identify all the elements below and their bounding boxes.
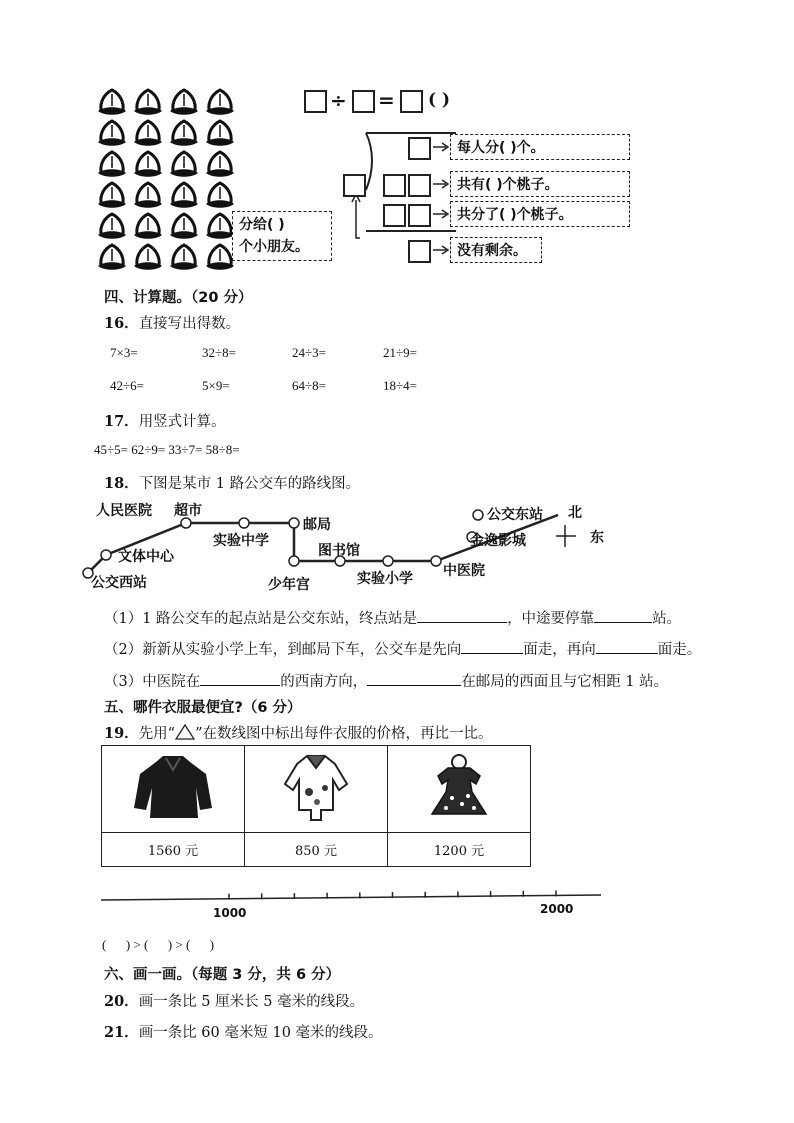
price-coat: 850 元 <box>245 833 388 867</box>
stop-gongjiao-dong: 公交东站 <box>487 507 543 523</box>
peach-icon <box>134 183 162 208</box>
stop-shaonian: 少年宫 <box>268 577 310 593</box>
q18-3-text-b: 的西南方向， <box>280 674 368 690</box>
q17-items: 45÷5= 62÷9= 33÷7= 58÷8= <box>94 442 240 457</box>
divisor-box[interactable] <box>343 174 366 197</box>
q18 <box>104 472 360 493</box>
q18-3-text-c: 在邮局的西面且与它相距 1 站。 <box>461 674 669 690</box>
coat-icon <box>281 750 351 824</box>
section5-title: 五、哪件衣服最便宜?（6 分） <box>104 700 302 716</box>
section4-title: 四、计算题。（20 分） <box>104 290 253 306</box>
calc-2-2: 5×9= <box>202 378 230 393</box>
equals-sign: = <box>378 88 395 112</box>
q20-number: 20． <box>104 993 139 1010</box>
jacket-icon <box>128 752 218 822</box>
stop-gongjiao-xi: 公交西站 <box>91 575 147 591</box>
stop-renmin: 人民医院 <box>96 503 152 519</box>
q18-3-blank-1[interactable] <box>200 671 280 686</box>
stop-tushuguan: 图书馆 <box>318 543 360 559</box>
q19 <box>104 722 493 743</box>
clothes-table <box>101 745 531 867</box>
q18-1-blank-end[interactable] <box>417 608 507 623</box>
dividend-box-ones[interactable] <box>408 174 431 197</box>
q18-1-text-a: （1）1 路公交车的起点站是公交东站，终点站是 <box>104 611 418 627</box>
dress-icon <box>424 750 494 824</box>
peach-icon <box>206 90 234 115</box>
q19-text-b: ”在数线图中标出每件衣服的价格，再比一比。 <box>195 726 493 742</box>
label-kids-line2: 个小朋友。 <box>239 239 309 255</box>
peach-icon <box>170 245 198 270</box>
q16 <box>104 312 240 333</box>
axis-label-2000: 2000 <box>540 902 574 916</box>
peach-icon <box>98 214 126 239</box>
stop-dot-shiyan-xiao <box>383 556 393 566</box>
peach-icon <box>98 183 126 208</box>
peach-icon <box>98 245 126 270</box>
q18-2 <box>104 638 701 659</box>
peach-icon <box>170 152 198 177</box>
calc-1-4: 21÷9= <box>383 345 417 360</box>
q19-number: 19． <box>104 725 139 742</box>
stop-chaoshi: 超市 <box>174 503 202 519</box>
price-dress: 1200 元 <box>388 833 531 867</box>
q18-3 <box>104 670 668 691</box>
clothes-cell-2 <box>245 746 388 833</box>
stop-dot-chaoshi <box>239 518 249 528</box>
compass-north: 北 <box>568 505 582 521</box>
label-total-peaches: 共有( )个桃子。 <box>450 171 630 197</box>
label-kids <box>232 211 332 261</box>
peach-icon <box>98 152 126 177</box>
peach-icon <box>206 214 234 239</box>
q18-2-text-a: （2）新新从实验小学上车，到邮局下车，公交车是先向 <box>104 642 462 658</box>
compass-east: 东 <box>590 530 604 546</box>
stop-shiyan-zhong: 实验中学 <box>213 533 269 549</box>
q18-2-text-b: 面走，再向 <box>523 642 596 658</box>
clothes-cell-1 <box>102 746 245 833</box>
q18-1-text-c: 站。 <box>652 611 682 627</box>
calc-1-1: 7×3= <box>110 345 138 360</box>
q18-1-text-b: ，中途要停靠 <box>507 611 595 627</box>
label-kids-line1: 分给( ) <box>239 217 285 233</box>
calc-1-2: 32÷8= <box>202 345 236 360</box>
quotient-box[interactable] <box>408 137 431 160</box>
stop-jinyi: 金逸影城 <box>470 533 526 549</box>
q18-3-text-a: （3）中医院在 <box>104 674 201 690</box>
q20-text: 画一条比 5 厘米长 5 毫米的线段。 <box>138 994 365 1010</box>
price-jacket: 1560 元 <box>102 833 245 867</box>
q16-number: 16． <box>104 315 139 332</box>
q20 <box>104 990 364 1011</box>
q17 <box>104 410 226 431</box>
q18-3-blank-2[interactable] <box>367 671 461 686</box>
dividend-box-tens[interactable] <box>383 174 406 197</box>
peach-icon <box>98 121 126 146</box>
peach-icon <box>134 214 162 239</box>
peach-icon <box>206 245 234 270</box>
q18-1-blank-count[interactable] <box>594 608 652 623</box>
peach-icon <box>134 90 162 115</box>
q18-text: 下图是某市 1 路公交车的路线图。 <box>138 476 361 492</box>
peach-icon <box>206 183 234 208</box>
stop-youju: 邮局 <box>303 517 331 533</box>
q19-text-a: 先用“ <box>138 726 176 742</box>
number-line <box>96 880 606 910</box>
product-box-ones[interactable] <box>408 204 431 227</box>
q18-2-blank-dir1[interactable] <box>461 639 523 654</box>
q21-number: 21． <box>104 1024 139 1041</box>
clothes-cell-3 <box>388 746 531 833</box>
q18-2-text-c: 面走。 <box>657 642 702 658</box>
peach-icon <box>206 152 234 177</box>
q17-text: 用竖式计算。 <box>138 414 226 430</box>
calc-2-1: 42÷6= <box>110 378 144 393</box>
equation-box-2[interactable] <box>352 90 375 113</box>
peach-icon <box>170 121 198 146</box>
q21 <box>104 1021 383 1042</box>
long-division-frame <box>320 130 460 270</box>
price-compare: ( ) > ( ) > ( ) <box>102 937 215 952</box>
stop-dot-wenti <box>101 550 111 560</box>
q16-text: 直接写出得数。 <box>138 316 241 332</box>
divide-sign: ÷ <box>330 88 347 112</box>
peach-icon <box>170 183 198 208</box>
peach-icon <box>134 245 162 270</box>
peach-icon <box>170 214 198 239</box>
label-shared-peaches: 共分了( )个桃子。 <box>450 201 630 227</box>
peach-icon <box>206 121 234 146</box>
stop-wenti: 文体中心 <box>118 549 174 565</box>
product-box-tens[interactable] <box>383 204 406 227</box>
stop-zhongyi: 中医院 <box>443 563 485 579</box>
equation-unit-paren: ( ) <box>428 90 451 110</box>
peach-icon <box>170 90 198 115</box>
stop-dot-gongjiao-dong <box>473 510 483 520</box>
label-no-remainder: 没有剩余。 <box>450 237 542 263</box>
triangle-icon <box>175 724 195 740</box>
q21-text: 画一条比 60 毫米短 10 毫米的线段。 <box>138 1025 383 1041</box>
stop-shiyan-xiao: 实验小学 <box>357 571 413 587</box>
q17-number: 17． <box>104 413 139 430</box>
q18-1 <box>104 607 681 628</box>
section6-title: 六、画一画。（每题 3 分，共 6 分） <box>104 967 341 983</box>
q18-number: 18． <box>104 475 139 492</box>
peach-icon <box>134 152 162 177</box>
peach-icon <box>98 90 126 115</box>
calc-2-3: 64÷8= <box>292 378 326 393</box>
equation-box-1[interactable] <box>304 90 327 113</box>
peach-icon <box>134 121 162 146</box>
remainder-box[interactable] <box>408 240 431 263</box>
q18-2-blank-dir2[interactable] <box>596 639 658 654</box>
calc-1-3: 24÷3= <box>292 345 326 360</box>
calc-2-4: 18÷4= <box>383 378 417 393</box>
label-each-person: 每人分( )个。 <box>450 134 630 160</box>
axis-label-1000: 1000 <box>213 906 247 920</box>
stop-dot-shaonian <box>289 556 299 566</box>
stop-dot-youju <box>289 518 299 528</box>
stop-dot-zhongyi <box>431 556 441 566</box>
equation-box-3[interactable] <box>400 90 423 113</box>
peach-grid-image <box>90 82 240 274</box>
